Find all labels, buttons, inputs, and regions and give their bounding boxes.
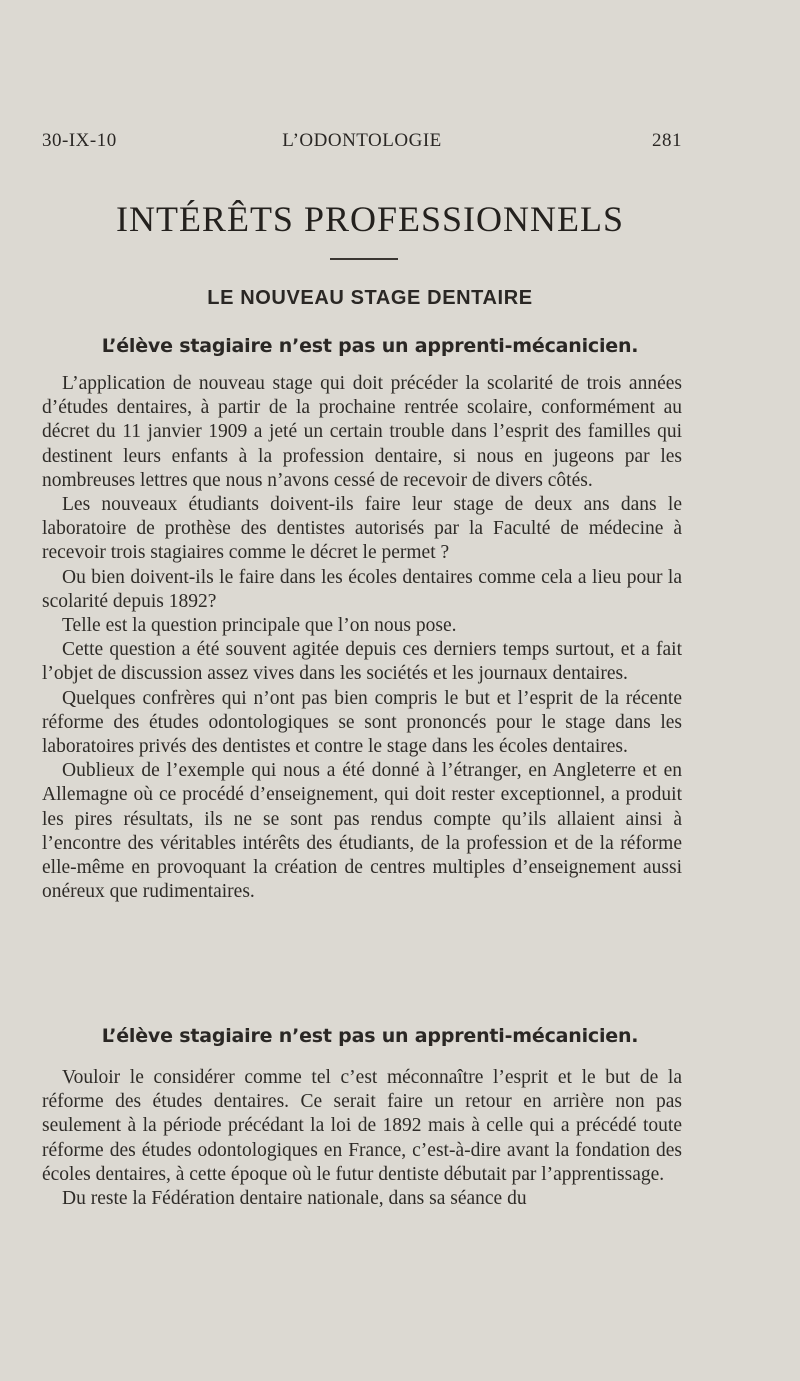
title-divider bbox=[330, 258, 398, 260]
paragraph: Quelques confrères qui n’ont pas bien compris le but et l’esprit de la récente réforme des études odontologiques se sont prononcés pour le stage dans les laboratoires privés des dentistes et contre le stage dans les écoles dentaires. bbox=[42, 687, 682, 758]
section-body bbox=[42, 372, 682, 904]
paragraph: Ou bien doivent-ils le faire dans les écoles dentaires comme cela a lieu pour la scolarité depuis 1892? bbox=[42, 566, 682, 612]
paragraph: Vouloir le considérer comme tel c’est méconnaître l’esprit et le but de la réforme des études dentaires. Ce serait faire un retour en arrière non pas seulement à la période précédant la loi de 1892 mais à celle qui a précédé toute réforme des études odontologiques en France, c’est-à-dire avant la fondation des écoles dentaires, à cette époque où le futur dentiste débutait par l’apprentissage. bbox=[42, 1067, 682, 1185]
page-title: INTÉRÊTS PROFESSIONNELS bbox=[115, 199, 625, 239]
section-body bbox=[42, 1066, 682, 1211]
running-header bbox=[42, 130, 682, 154]
paragraph: Les nouveaux étudiants doivent-ils faire leur stage de deux ans dans le laboratoire de prothèse des dentistes autorisés par la Faculté de médecine à recevoir trois stagiaires comme le décret le permet ? bbox=[42, 494, 682, 564]
paragraph: Telle est la question principale que l’on nous pose. bbox=[62, 615, 457, 637]
header-date: 30-IX-10 bbox=[42, 130, 117, 151]
section-heading: L’élève stagiaire n’est pas un apprenti-mécanicien. bbox=[101, 335, 639, 357]
paragraph: Oublieux de l’exemple qui nous a été donné à l’étranger, en Angleterre et en Allemagne où ce procédé d’enseignement, qui doit rester exceptionnel, a produit les pires résultats, ils ne se sont pas rendus compte qu’ils allaient ainsi à l’encontre des véritables intérêts des étudiants, de la profession et de la réforme elle-même en provoquant la création de centres multiples d’enseignement aussi onéreux que rudimentaires. bbox=[42, 760, 682, 903]
paragraph: Cette question a été souvent agitée depuis ces derniers temps surtout, et a fait l’objet de discussion assez vives dans les sociétés et les journaux dentaires. bbox=[42, 639, 682, 685]
paragraph: L’application de nouveau stage qui doit précéder la scolarité de trois années d’études dentaires, à partir de la prochaine rentrée scolaire, conformément au décret du 11 janvier 1909 a jeté un certain trouble dans l’esprit des familles qui destinent leurs enfants à la profession dentaire, si nous en jugeons par les nombreuses lettres que nous n’avons cessé de recevoir de divers côtés. bbox=[42, 373, 682, 491]
paragraph: Du reste la Fédération dentaire nationale, dans sa séance du bbox=[62, 1188, 527, 1210]
article-subtitle: LE NOUVEAU STAGE DENTAIRE bbox=[207, 287, 533, 309]
section-heading: L’élève stagiaire n’est pas un apprenti-mécanicien. bbox=[101, 1025, 639, 1047]
header-page-number: 281 bbox=[652, 130, 682, 151]
header-journal-name: L’ODONTOLOGIE bbox=[282, 130, 442, 151]
